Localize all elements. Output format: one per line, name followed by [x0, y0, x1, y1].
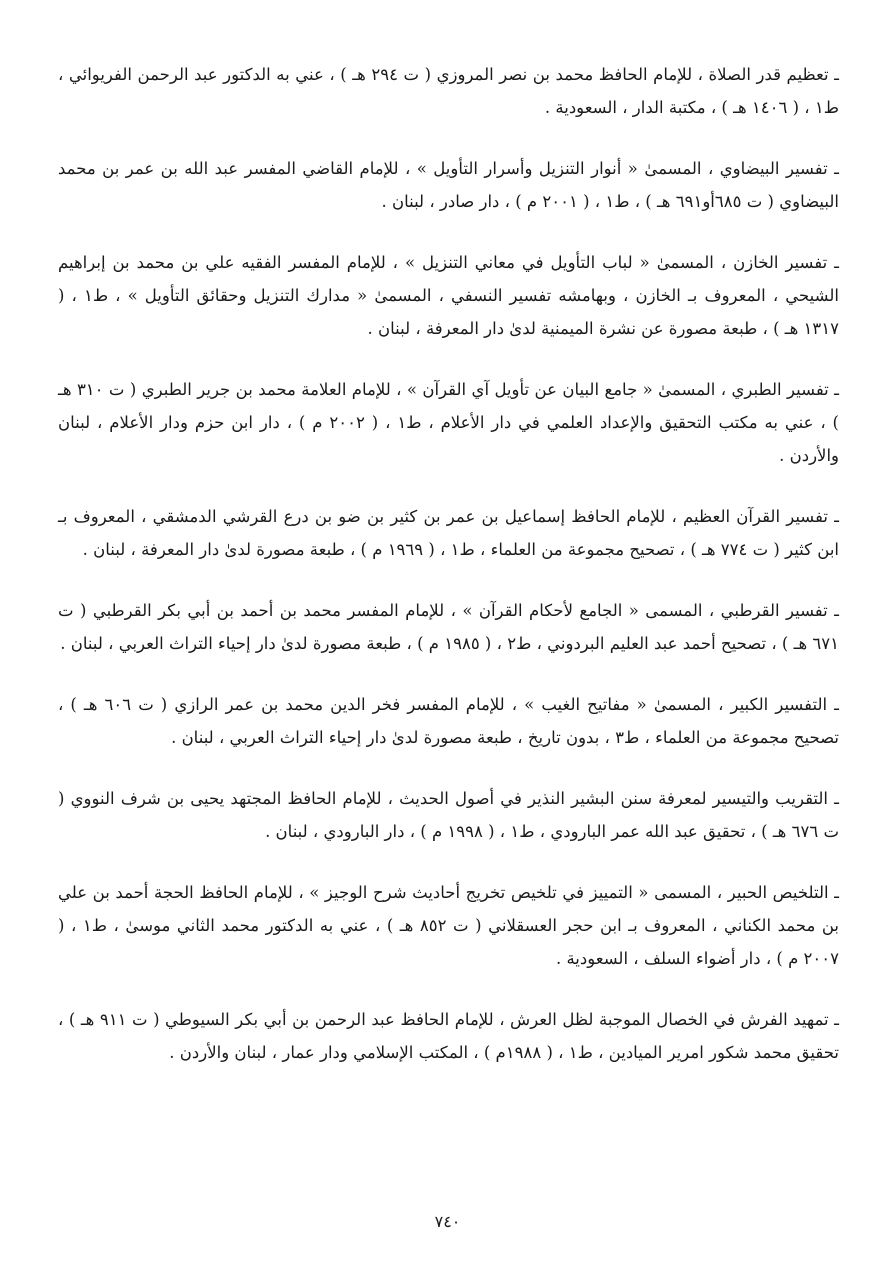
bibliography-entry: ـ تفسير البيضاوي ، المسمىٰ « أنوار التنزيل وأسرار التأويل » ، للإمام القاضي المفسر عبد الله بن عمر بن محمد البيضاوي ( ت ٦٨٥أو٦٩١ هـ ) ، ط١ ، ( ٢٠٠١ م ) ، دار صادر ، لبنان .	[58, 159, 839, 211]
bibliography-entry: ـ تفسير الطبري ، المسمىٰ « جامع البيان عن تأويل آي القرآن » ، للإمام العلامة محمد بن جرير الطبري ( ت ٣١٠ هـ ) ، عني به مكتب التحقيق والإعداد العلمي في دار الأعلام ، ط١ ، ( ٢٠٠٢ م ) ، دار ابن حزم ودار الأعلام ، لبنان والأردن .	[58, 380, 839, 465]
bibliography-entry: ـ تعظيم قدر الصلاة ، للإمام الحافظ محمد بن نصر المروزي ( ت ٢٩٤ هـ ) ، عني به الدكتور عبد الرحمن الفريوائي ، ط١ ، ( ١٤٠٦ هـ ) ، مكتبة الدار ، السعودية .	[58, 65, 839, 117]
bibliography-entry: ـ التلخيص الحبير ، المسمى « التمييز في تلخيص تخريج أحاديث شرح الوجيز » ، للإمام الحافظ الحجة أحمد بن علي بن محمد الكناني ، المعروف بـ ابن حجر العسقلاني ( ت ٨٥٢ هـ ) ، عني به الدكتور محمد الثاني موسىٰ ، ط١ ، ( ٢٠٠٧ م ) ، دار أضواء السلف ، السعودية .	[58, 883, 839, 968]
bibliography-entry: ـ التقريب والتيسير لمعرفة سنن البشير النذير في أصول الحديث ، للإمام الحافظ المجتهد يحيى بن شرف النووي ( ت ٦٧٦ هـ ) ، تحقيق عبد الله عمر البارودي ، ط١ ، ( ١٩٩٨ م ) ، دار البارودي ، لبنان .	[58, 789, 839, 841]
bibliography-entry: ـ تفسير الخازن ، المسمىٰ « لباب التأويل في معاني التنزيل » ، للإمام المفسر الفقيه علي بن محمد بن إبراهيم الشيحي ، المعروف بـ الخازن ، وبهامشه تفسير النسفي ، المسمىٰ « مدارك التنزيل وحقائق التأويل » ، ط١ ، ( ١٣١٧ هـ ) ، طبعة مصورة عن نشرة الميمنية لدىٰ دار المعرفة ، لبنان .	[58, 253, 839, 338]
bibliography-entry: ـ تمهيد الفرش في الخصال الموجبة لظل العرش ، للإمام الحافظ عبد الرحمن بن أبي بكر السيوطي ( ت ٩١١ هـ ) ، تحقيق محمد شكور امرير الميادين ، ط١ ، ( ١٩٨٨م ) ، المكتب الإسلامي ودار عمار ، لبنان والأردن .	[58, 1010, 839, 1062]
bibliography-entry: ـ التفسير الكبير ، المسمىٰ « مفاتيح الغيب » ، للإمام المفسر فخر الدين محمد بن عمر الرازي ( ت ٦٠٦ هـ ) ، تصحيح مجموعة من العلماء ، ط٣ ، بدون تاريخ ، طبعة مصورة لدىٰ دار إحياء التراث العربي ، لبنان .	[58, 695, 839, 747]
bibliography-entry: ـ تفسير القرآن العظيم ، للإمام الحافظ إسماعيل بن عمر بن كثير بن ضو بن درع القرشي الدمشقي ، المعروف بـ ابن كثير ( ت ٧٧٤ هـ ) ، تصحيح مجموعة من العلماء ، ط١ ، ( ١٩٦٩ م ) ، طبعة مصورة لدىٰ دار المعرفة ، لبنان .	[58, 507, 839, 559]
page-number: ٧٤٠	[434, 1212, 461, 1231]
bibliography-entry: ـ تفسير القرطبي ، المسمى « الجامع لأحكام القرآن » ، للإمام المفسر محمد بن أحمد بن أبي بكر القرطبي ( ت ٦٧١ هـ ) ، تصحيح أحمد عبد العليم البردوني ، ط٢ ، ( ١٩٨٥ م ) ، طبعة مصورة لدىٰ دار إحياء التراث العربي ، لبنان .	[58, 601, 839, 653]
